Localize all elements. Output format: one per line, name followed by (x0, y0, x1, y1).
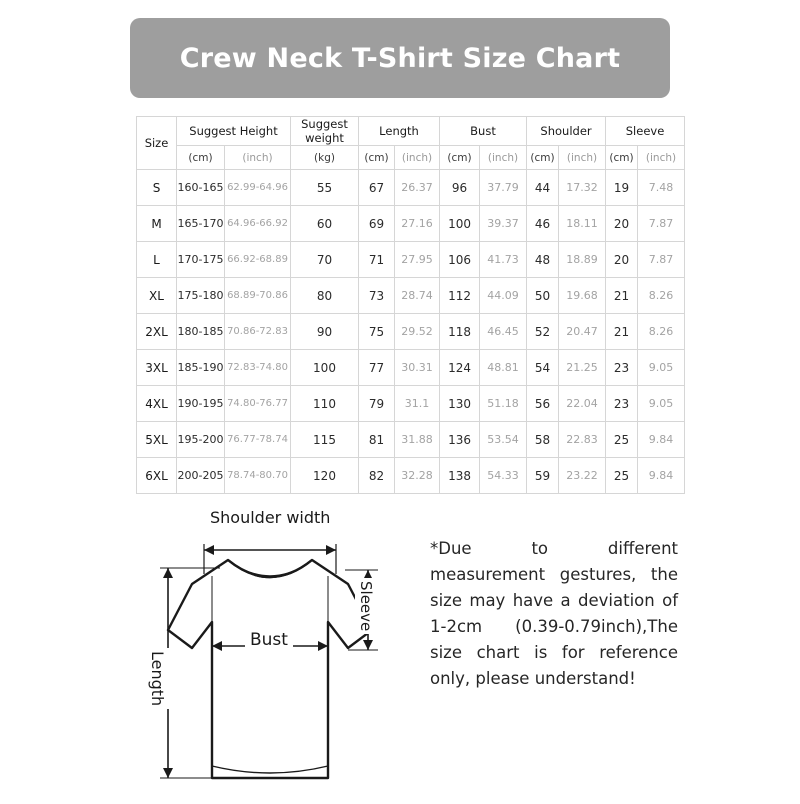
unit-bust-inch: (inch) (480, 146, 527, 170)
cell-length-cm: 69 (359, 206, 395, 242)
cell-bust-cm: 138 (440, 458, 480, 494)
cell-height-inch: 78.74-80.70 (225, 458, 291, 494)
cell-bust-cm: 106 (440, 242, 480, 278)
cell-bust-inch: 53.54 (480, 422, 527, 458)
cell-length-cm: 81 (359, 422, 395, 458)
cell-weight-kg: 90 (291, 314, 359, 350)
header-shoulder: Shoulder (527, 117, 606, 146)
cell-height-inch: 68.89-70.86 (225, 278, 291, 314)
cell-height-cm: 160-165 (177, 170, 225, 206)
cell-length-cm: 82 (359, 458, 395, 494)
cell-weight-kg: 80 (291, 278, 359, 314)
cell-shoulder-inch: 19.68 (559, 278, 606, 314)
cell-weight-kg: 115 (291, 422, 359, 458)
cell-bust-inch: 48.81 (480, 350, 527, 386)
length-arrow-top (163, 568, 173, 578)
cell-size: L (137, 242, 177, 278)
cell-bust-cm: 112 (440, 278, 480, 314)
cell-size: M (137, 206, 177, 242)
cell-length-inch: 31.1 (395, 386, 440, 422)
cell-shoulder-inch: 22.83 (559, 422, 606, 458)
disclaimer-text: *Due to different measurement gestures, the size may have a deviation of 1-2cm (0.39-0.79inch),The size chart is for reference only, please understand! (430, 539, 678, 688)
header-suggest-weight: Suggest weight (291, 117, 359, 146)
cell-length-inch: 26.37 (395, 170, 440, 206)
cell-sleeve-inch: 8.26 (638, 314, 685, 350)
header-bust: Bust (440, 117, 527, 146)
cell-length-inch: 30.31 (395, 350, 440, 386)
unit-height-cm: (cm) (177, 146, 225, 170)
cell-shoulder-cm: 56 (527, 386, 559, 422)
cell-shoulder-inch: 21.25 (559, 350, 606, 386)
cell-bust-cm: 136 (440, 422, 480, 458)
cell-bust-inch: 44.09 (480, 278, 527, 314)
cell-height-inch: 74.80-76.77 (225, 386, 291, 422)
cell-bust-cm: 96 (440, 170, 480, 206)
cell-bust-inch: 41.73 (480, 242, 527, 278)
table-header-unit-row (137, 146, 685, 170)
cell-length-inch: 32.28 (395, 458, 440, 494)
cell-sleeve-cm: 25 (606, 458, 638, 494)
cell-bust-cm: 130 (440, 386, 480, 422)
cell-shoulder-cm: 48 (527, 242, 559, 278)
cell-shoulder-cm: 52 (527, 314, 559, 350)
cell-bust-inch: 46.45 (480, 314, 527, 350)
unit-length-inch: (inch) (395, 146, 440, 170)
cell-shoulder-inch: 23.22 (559, 458, 606, 494)
cell-bust-inch: 39.37 (480, 206, 527, 242)
length-arrow-bottom (163, 768, 173, 778)
cell-height-inch: 70.86-72.83 (225, 314, 291, 350)
page-title: Crew Neck T-Shirt Size Chart (179, 42, 621, 74)
cell-length-cm: 71 (359, 242, 395, 278)
cell-height-inch: 72.83-74.80 (225, 350, 291, 386)
unit-shoulder-inch: (inch) (559, 146, 606, 170)
title-banner (130, 18, 670, 98)
label-bust: Bust (245, 628, 293, 652)
cell-sleeve-inch: 9.84 (638, 422, 685, 458)
cell-height-cm: 180-185 (177, 314, 225, 350)
label-sleeve: Sleeve (355, 578, 377, 634)
label-shoulder-width: Shoulder width (206, 506, 334, 529)
cell-bust-cm: 124 (440, 350, 480, 386)
table-row (137, 242, 685, 278)
disclaimer-note (430, 536, 678, 692)
cell-sleeve-cm: 25 (606, 422, 638, 458)
cell-height-cm: 165-170 (177, 206, 225, 242)
cell-height-cm: 190-195 (177, 386, 225, 422)
cell-size: 6XL (137, 458, 177, 494)
table-row (137, 206, 685, 242)
cell-length-cm: 79 (359, 386, 395, 422)
unit-bust-cm: (cm) (440, 146, 480, 170)
measurement-guide-section (0, 498, 800, 800)
cell-shoulder-cm: 44 (527, 170, 559, 206)
cell-sleeve-cm: 23 (606, 386, 638, 422)
cell-length-inch: 31.88 (395, 422, 440, 458)
table-header-group-row (137, 117, 685, 146)
cell-height-cm: 170-175 (177, 242, 225, 278)
table-row (137, 350, 685, 386)
cell-weight-kg: 110 (291, 386, 359, 422)
cell-height-inch: 66.92-68.89 (225, 242, 291, 278)
cell-sleeve-inch: 7.87 (638, 206, 685, 242)
cell-height-cm: 185-190 (177, 350, 225, 386)
label-length: Length (146, 648, 169, 709)
cell-bust-inch: 54.33 (480, 458, 527, 494)
table-row (137, 314, 685, 350)
cell-height-cm: 195-200 (177, 422, 225, 458)
cell-bust-cm: 100 (440, 206, 480, 242)
cell-sleeve-cm: 20 (606, 206, 638, 242)
cell-height-inch: 62.99-64.96 (225, 170, 291, 206)
cell-length-inch: 28.74 (395, 278, 440, 314)
tshirt-diagram (120, 498, 420, 800)
cell-weight-kg: 120 (291, 458, 359, 494)
unit-sleeve-inch: (inch) (638, 146, 685, 170)
cell-weight-kg: 100 (291, 350, 359, 386)
cell-shoulder-inch: 22.04 (559, 386, 606, 422)
cell-sleeve-cm: 21 (606, 278, 638, 314)
cell-shoulder-inch: 18.89 (559, 242, 606, 278)
cell-height-inch: 64.96-66.92 (225, 206, 291, 242)
table-row (137, 386, 685, 422)
cell-weight-kg: 70 (291, 242, 359, 278)
sleeve-arrow-bottom (363, 640, 373, 650)
cell-shoulder-cm: 50 (527, 278, 559, 314)
cell-sleeve-cm: 19 (606, 170, 638, 206)
shoulder-arrow-right (326, 545, 336, 555)
cell-size: 3XL (137, 350, 177, 386)
cell-sleeve-inch: 9.05 (638, 350, 685, 386)
cell-sleeve-inch: 9.84 (638, 458, 685, 494)
cell-length-inch: 29.52 (395, 314, 440, 350)
cell-size: S (137, 170, 177, 206)
cell-size: 4XL (137, 386, 177, 422)
cell-sleeve-inch: 7.48 (638, 170, 685, 206)
cell-size: XL (137, 278, 177, 314)
cell-shoulder-inch: 18.11 (559, 206, 606, 242)
cell-sleeve-inch: 8.26 (638, 278, 685, 314)
cell-shoulder-cm: 46 (527, 206, 559, 242)
cell-length-cm: 75 (359, 314, 395, 350)
cell-bust-cm: 118 (440, 314, 480, 350)
cell-shoulder-cm: 59 (527, 458, 559, 494)
cell-height-cm: 200-205 (177, 458, 225, 494)
cell-length-cm: 67 (359, 170, 395, 206)
unit-length-cm: (cm) (359, 146, 395, 170)
size-table-wrapper (136, 116, 677, 494)
cell-shoulder-cm: 54 (527, 350, 559, 386)
cell-size: 2XL (137, 314, 177, 350)
cell-sleeve-cm: 23 (606, 350, 638, 386)
cell-weight-kg: 60 (291, 206, 359, 242)
unit-weight-kg: (kg) (291, 146, 359, 170)
shoulder-arrow-left (204, 545, 214, 555)
table-row (137, 278, 685, 314)
table-row (137, 458, 685, 494)
cell-bust-inch: 51.18 (480, 386, 527, 422)
cell-length-cm: 77 (359, 350, 395, 386)
header-sleeve: Sleeve (606, 117, 685, 146)
size-table (136, 116, 685, 494)
unit-sleeve-cm: (cm) (606, 146, 638, 170)
unit-shoulder-cm: (cm) (527, 146, 559, 170)
cell-length-inch: 27.16 (395, 206, 440, 242)
header-suggest-height: Suggest Height (177, 117, 291, 146)
table-row (137, 170, 685, 206)
cell-height-cm: 175-180 (177, 278, 225, 314)
cell-sleeve-cm: 21 (606, 314, 638, 350)
cell-height-inch: 76.77-78.74 (225, 422, 291, 458)
unit-height-inch: (inch) (225, 146, 291, 170)
tshirt-body-path (168, 560, 372, 778)
cell-sleeve-inch: 9.05 (638, 386, 685, 422)
cell-bust-inch: 37.79 (480, 170, 527, 206)
cell-shoulder-inch: 20.47 (559, 314, 606, 350)
header-length: Length (359, 117, 440, 146)
cell-length-inch: 27.95 (395, 242, 440, 278)
cell-sleeve-cm: 20 (606, 242, 638, 278)
cell-shoulder-inch: 17.32 (559, 170, 606, 206)
cell-size: 5XL (137, 422, 177, 458)
cell-weight-kg: 55 (291, 170, 359, 206)
cell-sleeve-inch: 7.87 (638, 242, 685, 278)
header-size: Size (137, 117, 177, 170)
cell-length-cm: 73 (359, 278, 395, 314)
table-row (137, 422, 685, 458)
cell-shoulder-cm: 58 (527, 422, 559, 458)
